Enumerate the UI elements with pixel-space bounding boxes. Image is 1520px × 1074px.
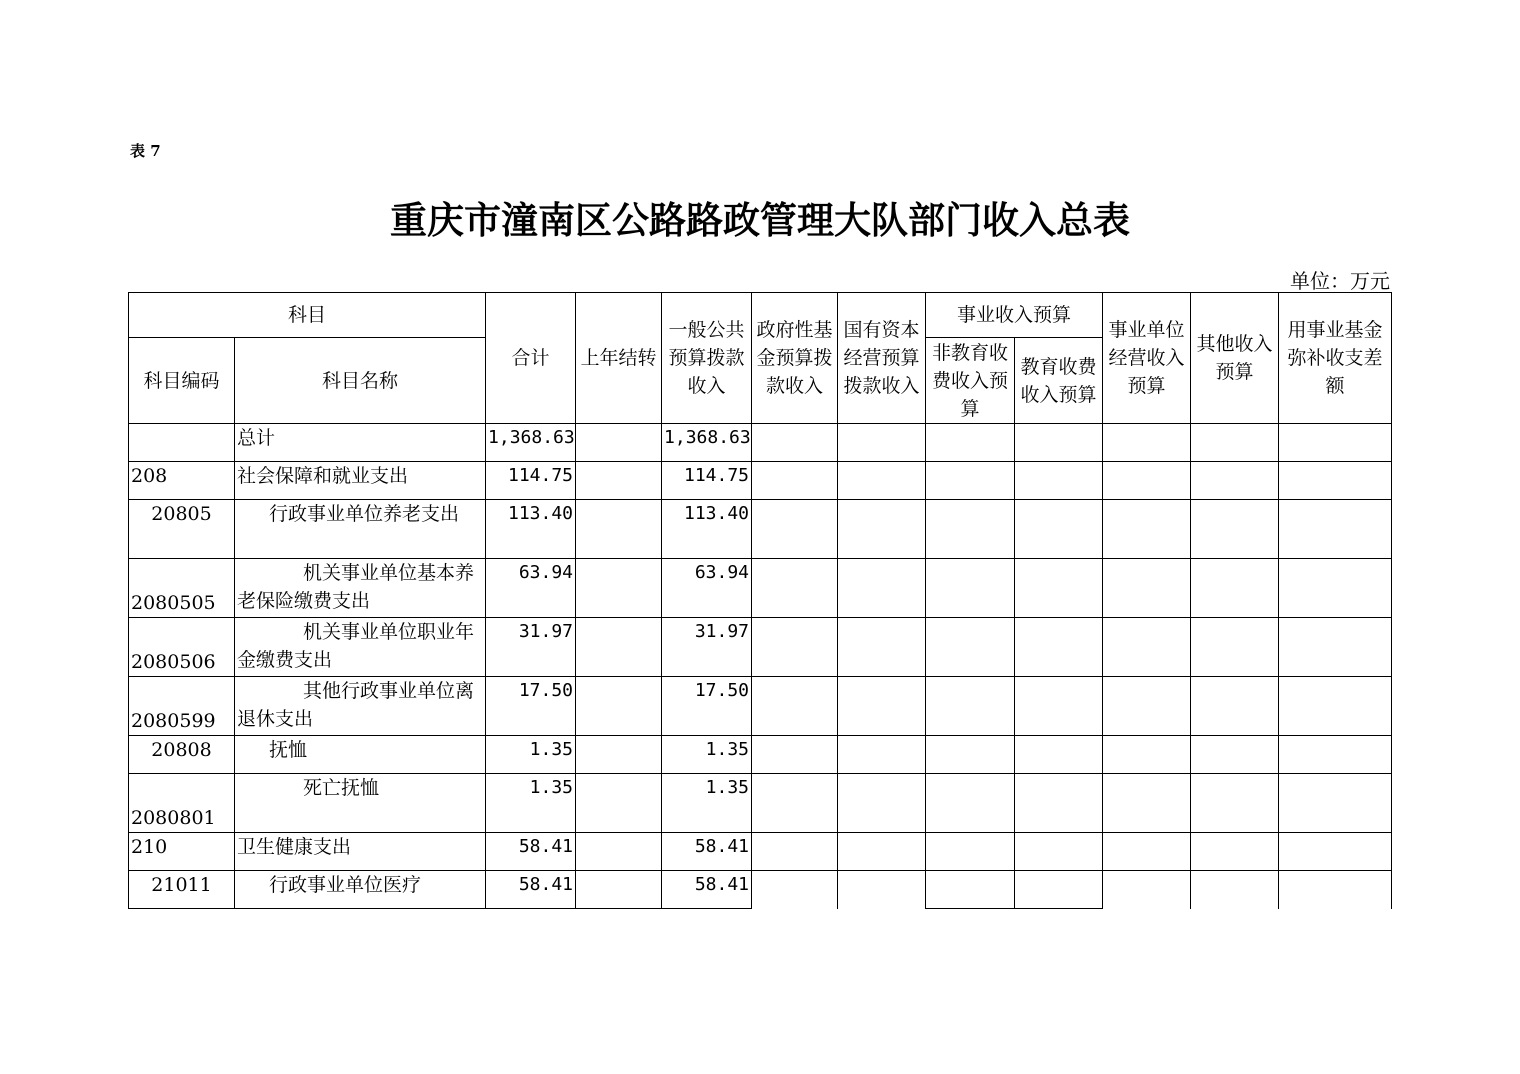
row-name: 社会保障和就业支出 (235, 462, 486, 500)
row-edu (1015, 618, 1103, 677)
header-subject: 科目 (129, 293, 486, 338)
row-other (1191, 500, 1279, 559)
row-fund-cover (1279, 736, 1392, 774)
row-code: 2080505 (129, 559, 235, 618)
row-state-capital (838, 833, 926, 871)
row-fund-cover (1279, 677, 1392, 736)
header-edu: 教育收费收入预算 (1015, 338, 1103, 424)
row-general: 63.94 (662, 559, 752, 618)
row-name: 卫生健康支出 (235, 833, 486, 871)
row-fund-cover (1279, 833, 1392, 871)
header-code: 科目编码 (129, 338, 235, 424)
header-row-1 (129, 293, 1392, 338)
row-total: 17.50 (486, 677, 576, 736)
row-unit-operating (1103, 618, 1191, 677)
row-fund-cover (1279, 500, 1392, 559)
row-other (1191, 618, 1279, 677)
unit-label: 单位：万元 (1290, 269, 1390, 293)
row-unit-operating (1103, 424, 1191, 462)
row-unit-operating (1103, 500, 1191, 559)
row-code: 208 (129, 462, 235, 500)
row-code: 2080599 (129, 677, 235, 736)
row-carryover (576, 500, 662, 559)
row-general: 17.50 (662, 677, 752, 736)
row-carryover (576, 462, 662, 500)
row-state-capital (838, 424, 926, 462)
row-gov-fund (752, 774, 838, 833)
row-non-edu (926, 618, 1015, 677)
table-row (129, 462, 1392, 500)
row-fund-cover (1279, 774, 1392, 833)
header-carryover: 上年结转 (576, 293, 662, 424)
income-summary-table (128, 292, 1392, 909)
row-gov-fund (752, 500, 838, 559)
row-carryover (576, 736, 662, 774)
row-unit-operating (1103, 774, 1191, 833)
row-edu (1015, 736, 1103, 774)
row-state-capital (838, 736, 926, 774)
row-code (129, 424, 235, 462)
row-code: 21011 (129, 871, 235, 909)
row-gov-fund (752, 736, 838, 774)
row-state-capital (838, 677, 926, 736)
row-carryover (576, 871, 662, 909)
row-edu (1015, 424, 1103, 462)
row-carryover (576, 833, 662, 871)
row-state-capital (838, 462, 926, 500)
row-name: 行政事业单位医疗 (235, 871, 486, 909)
row-carryover (576, 677, 662, 736)
row-fund-cover (1279, 618, 1392, 677)
row-carryover (576, 618, 662, 677)
row-other (1191, 833, 1279, 871)
header-non-edu: 非教育收费收入预算 (926, 338, 1015, 424)
row-fund-cover (1279, 559, 1392, 618)
row-unit-operating (1103, 559, 1191, 618)
row-gov-fund (752, 618, 838, 677)
table-row (129, 500, 1392, 559)
row-other (1191, 559, 1279, 618)
row-state-capital (838, 774, 926, 833)
row-non-edu (926, 424, 1015, 462)
row-other (1191, 677, 1279, 736)
table-number-label: 表 7 (130, 142, 161, 160)
row-other (1191, 774, 1279, 833)
table-row (129, 871, 1392, 909)
row-name: 机关事业单位职业年金缴费支出 (235, 618, 486, 677)
row-other (1191, 462, 1279, 500)
row-gov-fund (752, 871, 838, 909)
row-carryover (576, 774, 662, 833)
row-total: 58.41 (486, 871, 576, 909)
row-non-edu (926, 500, 1015, 559)
row-edu (1015, 774, 1103, 833)
row-non-edu (926, 774, 1015, 833)
row-total: 114.75 (486, 462, 576, 500)
header-unit-operating: 事业单位经营收入预算 (1103, 293, 1191, 424)
row-gov-fund (752, 559, 838, 618)
row-total: 63.94 (486, 559, 576, 618)
row-edu (1015, 871, 1103, 909)
table-row (129, 774, 1392, 833)
header-other-income: 其他收入预算 (1191, 293, 1279, 424)
row-state-capital (838, 871, 926, 909)
row-total: 58.41 (486, 833, 576, 871)
header-name: 科目名称 (235, 338, 486, 424)
row-gov-fund (752, 833, 838, 871)
table-row (129, 833, 1392, 871)
row-non-edu (926, 871, 1015, 909)
row-fund-cover (1279, 424, 1392, 462)
row-total: 1,368.63 (486, 424, 576, 462)
row-state-capital (838, 559, 926, 618)
row-edu (1015, 462, 1103, 500)
row-code: 2080506 (129, 618, 235, 677)
row-unit-operating (1103, 462, 1191, 500)
table-row (129, 424, 1392, 462)
table-row (129, 677, 1392, 736)
row-code: 20805 (129, 500, 235, 559)
table-row (129, 736, 1392, 774)
header-general-budget: 一般公共预算拨款收入 (662, 293, 752, 424)
row-fund-cover (1279, 871, 1392, 909)
row-carryover (576, 424, 662, 462)
row-general: 114.75 (662, 462, 752, 500)
row-total: 113.40 (486, 500, 576, 559)
table-row (129, 559, 1392, 618)
row-unit-operating (1103, 677, 1191, 736)
row-non-edu (926, 677, 1015, 736)
row-name: 抚恤 (235, 736, 486, 774)
row-state-capital (838, 618, 926, 677)
row-other (1191, 424, 1279, 462)
row-edu (1015, 500, 1103, 559)
row-non-edu (926, 462, 1015, 500)
header-total: 合计 (486, 293, 576, 424)
row-edu (1015, 559, 1103, 618)
row-general: 113.40 (662, 500, 752, 559)
row-edu (1015, 677, 1103, 736)
row-code: 210 (129, 833, 235, 871)
row-name: 其他行政事业单位离退休支出 (235, 677, 486, 736)
row-total: 1.35 (486, 774, 576, 833)
row-other (1191, 871, 1279, 909)
table-row (129, 618, 1392, 677)
row-fund-cover (1279, 462, 1392, 500)
row-name: 总计 (235, 424, 486, 462)
row-general: 1,368.63 (662, 424, 752, 462)
row-total: 31.97 (486, 618, 576, 677)
row-general: 58.41 (662, 833, 752, 871)
row-non-edu (926, 736, 1015, 774)
header-state-capital: 国有资本经营预算拨款收入 (838, 293, 926, 424)
row-carryover (576, 559, 662, 618)
header-fund-cover: 用事业基金弥补收支差额 (1279, 293, 1392, 424)
row-name: 行政事业单位养老支出 (235, 500, 486, 559)
row-gov-fund (752, 462, 838, 500)
row-code: 2080801 (129, 774, 235, 833)
row-general: 31.97 (662, 618, 752, 677)
page-title: 重庆市潼南区公路路政管理大队部门收入总表 (390, 199, 1130, 242)
row-non-edu (926, 559, 1015, 618)
row-name: 机关事业单位基本养老保险缴费支出 (235, 559, 486, 618)
row-non-edu (926, 833, 1015, 871)
row-code: 20808 (129, 736, 235, 774)
row-other (1191, 736, 1279, 774)
row-unit-operating (1103, 736, 1191, 774)
row-general: 58.41 (662, 871, 752, 909)
row-general: 1.35 (662, 774, 752, 833)
row-edu (1015, 833, 1103, 871)
row-unit-operating (1103, 871, 1191, 909)
row-unit-operating (1103, 833, 1191, 871)
header-business-income: 事业收入预算 (926, 293, 1103, 338)
row-state-capital (838, 500, 926, 559)
row-name: 死亡抚恤 (235, 774, 486, 833)
header-gov-fund: 政府性基金预算拨款收入 (752, 293, 838, 424)
row-gov-fund (752, 424, 838, 462)
row-total: 1.35 (486, 736, 576, 774)
row-gov-fund (752, 677, 838, 736)
row-general: 1.35 (662, 736, 752, 774)
